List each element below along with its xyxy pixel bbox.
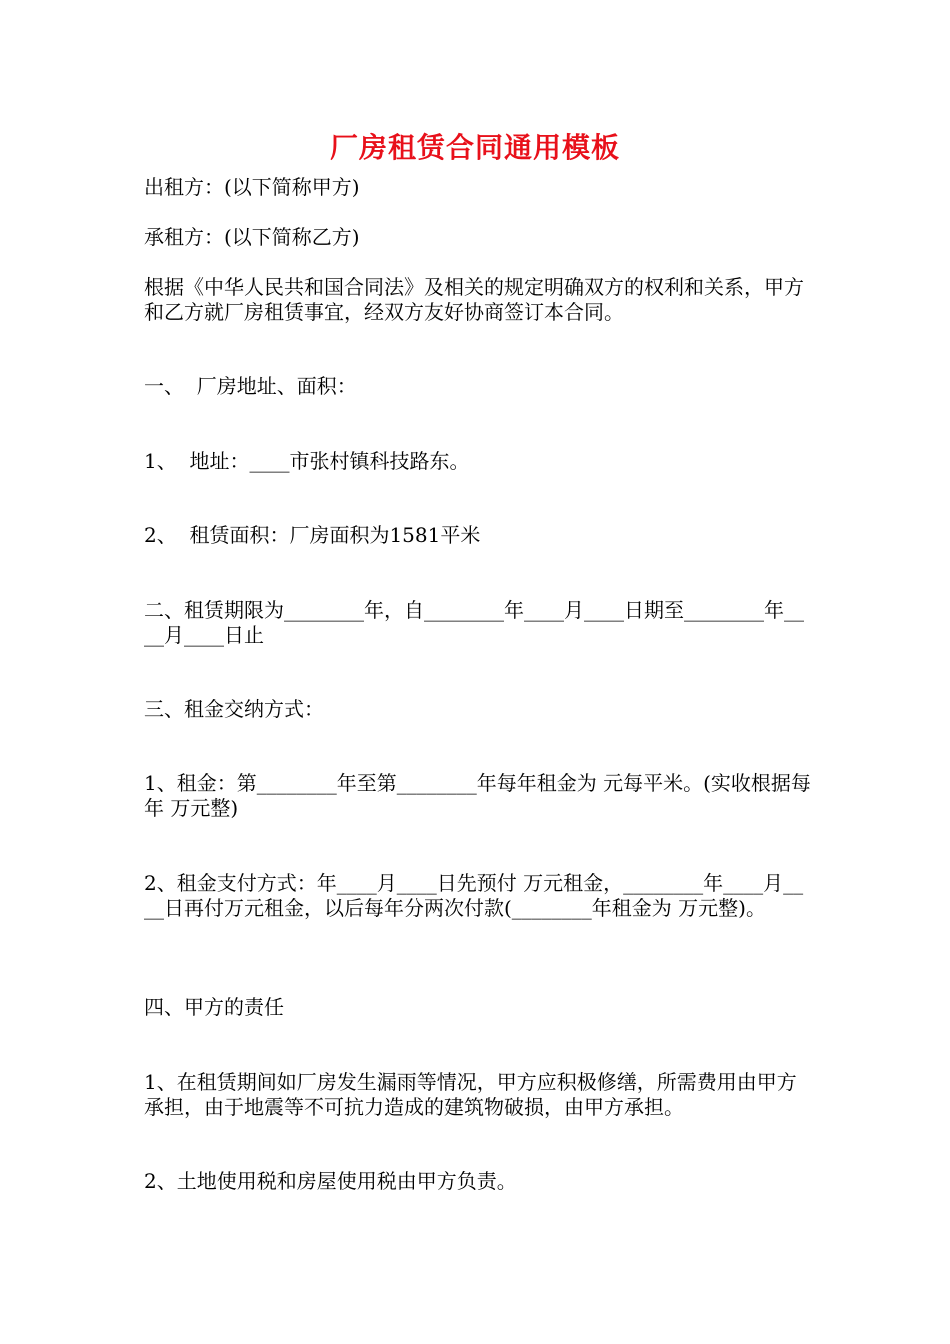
paragraph-preamble: 根据《中华人民共和国合同法》及相关的规定明确双方的权利和关系，甲方和乙方就厂房租赁事宜，经双方友好协商签订本合同。 [144,275,804,324]
paragraph-payment-method: 2、租金支付方式：年____月____日先预付 万元租金，________年____月____日再付万元租金，以后每年分两次付款(________年租金为 万元整)。 [144,871,804,920]
paragraph-area: 2、 租赁面积：厂房面积为1581平米 [144,523,481,547]
paragraph-lessee: 承租方：(以下简称乙方) [144,225,360,249]
section-heading-lease-term: 二、租赁期限为________年，自________年____月____日期至________年____月____日止 [144,598,804,647]
document-title: 厂房租赁合同通用模板 [329,131,620,164]
paragraph-taxes: 2、土地使用税和房屋使用税由甲方负责。 [144,1169,517,1193]
paragraph-rent: 1、租金：第________年至第________年每年租金为 元每平米。(实收根据每年 万元整) [144,771,811,820]
section-heading-address-area: 一、 厂房地址、面积： [144,374,357,398]
paragraph-lessor: 出租方：(以下简称甲方) [144,175,360,199]
section-heading-rent-payment: 三、租金交纳方式： [144,697,324,721]
section-heading-party-a-duties: 四、甲方的责任 [144,995,284,1019]
paragraph-repairs: 1、在租赁期间如厂房发生漏雨等情况，甲方应积极修缮，所需费用由甲方承担，由于地震等不可抗力造成的建筑物破损，由甲方承担。 [144,1070,797,1119]
paragraph-address: 1、 地址：____市张村镇科技路东。 [144,449,470,473]
